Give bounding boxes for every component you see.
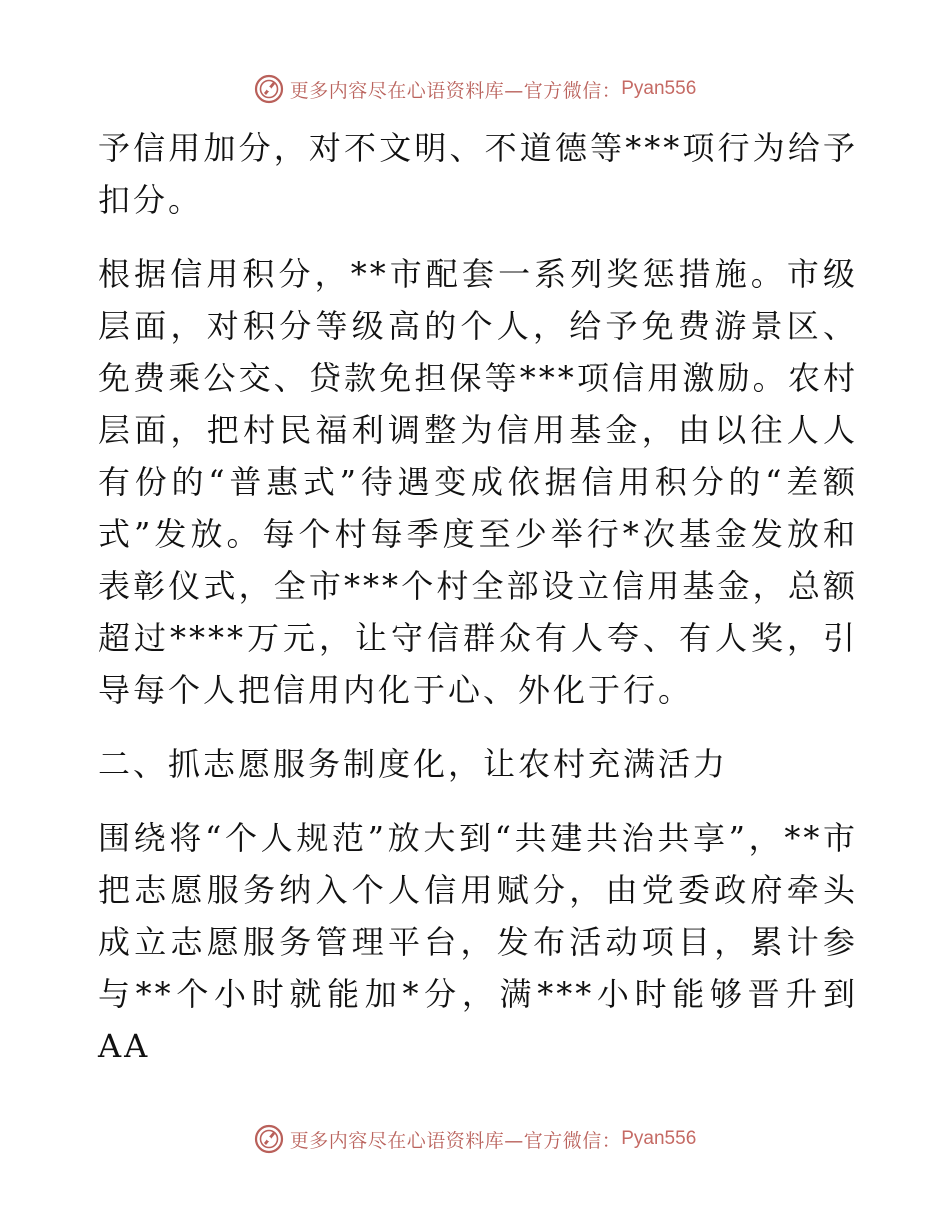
paragraph-3: 围绕将“个人规范”放大到“共建共治共享”，**市把志愿服务纳入个人信用赋分，由党委政府牵头成立志愿服务管理平台，发布活动项目，累计参与**个小时就能加*分，满***小时能够晋升到AA (98, 819, 858, 1065)
footer-watermark (0, 1124, 950, 1154)
red-seal-logo-icon (254, 1124, 284, 1154)
paragraph-2: 根据信用积分，**市配套一系列奖惩措施。市级层面，对积分等级高的个人，给予免费游景区、免费乘公交、贷款免担保等***项信用激励。农村层面，把村民福利调整为信用基金，由以往人人有份的“普惠式”待遇变成依据信用积分的“差额式”发放。每个村每季度至少举行*次基金发放和表彰仪式，全市***个村全部设立信用基金，总额超过****万元，让守信群众有人夸、有人奖，引导每个人把信用内化于心、外化于行。 (98, 255, 858, 709)
section-heading: 二、抓志愿服务制度化，让农村充满活力 (98, 745, 729, 783)
paragraph-1: 予信用加分，对不文明、不道德等***项行为给予扣分。 (98, 129, 858, 219)
watermark-text: 更多内容尽在心语资料库—官方微信： (289, 79, 622, 102)
red-seal-logo-icon (254, 74, 284, 104)
document-body (98, 122, 858, 1072)
watermark-wechat-id: Pyan556 (621, 1128, 697, 1149)
watermark-wechat-id: Pyan556 (621, 78, 697, 99)
watermark-text: 更多内容尽在心语资料库—官方微信： (289, 1129, 622, 1152)
header-watermark (0, 74, 950, 104)
